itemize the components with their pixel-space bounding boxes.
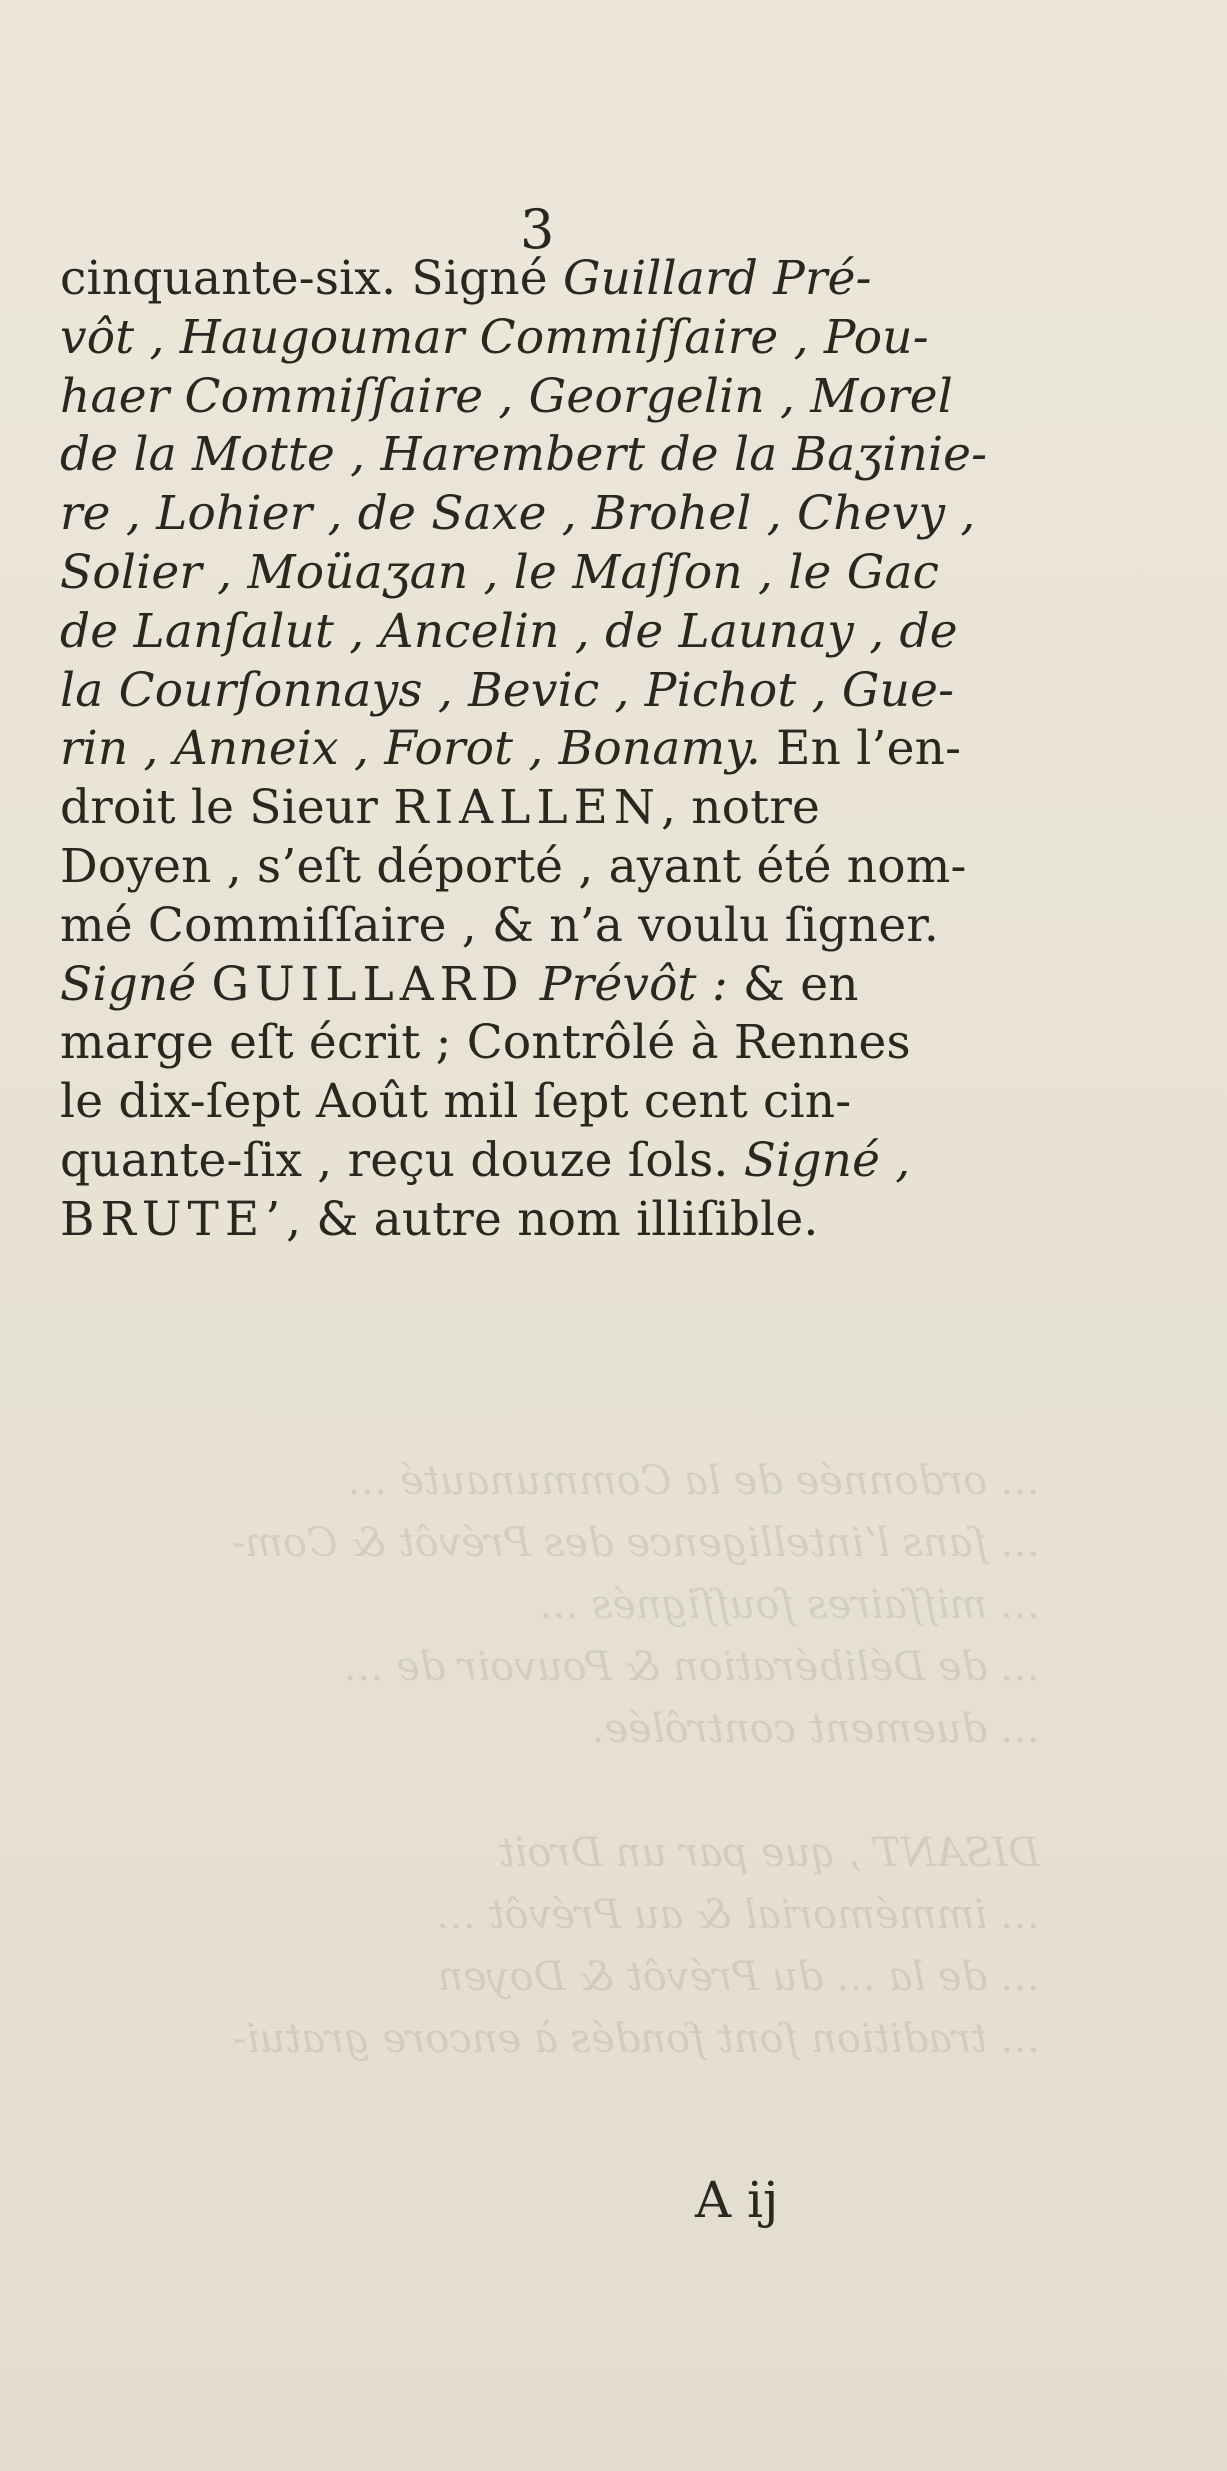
text-line <box>60 368 1020 427</box>
signature-mark: A ij <box>695 2171 779 2229</box>
text-segment: rin , Anneix , Forot , Bonamy. <box>60 721 761 777</box>
text-segment: Signé , <box>743 1132 911 1188</box>
bleed-line: … ſans l’intelligence des Prévôt & Com- <box>231 1520 1040 1566</box>
bleed-line: … de Délibération & Pouvoir de … <box>343 1644 1040 1690</box>
text-line <box>60 250 1020 309</box>
text-segment: En l’en- <box>761 721 962 777</box>
text-segment: re , Lohier , de Saxe , Brohel , Chevy , <box>60 486 976 542</box>
bleed-line: … de la … du Prévôt & Doyen <box>437 1954 1040 2000</box>
text-segment: quante-ſix , reçu douze ſols. <box>60 1132 744 1188</box>
text-line <box>60 603 1020 662</box>
bleed-line: … tradition ſont fondés à encore gratui- <box>233 2016 1040 2062</box>
text-segment: RIALLEN <box>393 780 661 836</box>
text-line <box>60 779 1020 838</box>
text-segment: Signé <box>60 956 212 1012</box>
bleed-through-text <box>40 1450 1040 2070</box>
text-line <box>60 485 1020 544</box>
text-line <box>60 1132 1020 1191</box>
bleed-line <box>40 1760 1040 1822</box>
text-segment: Guillard Pré- <box>562 251 872 306</box>
text-line <box>60 897 1020 956</box>
text-segment: Solier , Moüaʒan , le Maſſon , le Gac <box>60 544 940 600</box>
text-line <box>60 1191 1020 1250</box>
text-segment: GUILLARD <box>211 956 525 1012</box>
text-line <box>60 1014 1020 1073</box>
text-segment: Prévôt : <box>524 956 728 1012</box>
bleed-line: … miſſaires ſouſſignés … <box>538 1582 1040 1628</box>
text-line <box>60 662 1020 721</box>
text-line <box>60 426 1020 485</box>
text-line <box>60 1073 1020 1132</box>
text-segment: mé Commiſſaire , & n’a voulu ſigner. <box>60 897 940 953</box>
text-segment: de Lanſalut , Ancelin , de Launay , de <box>60 603 958 659</box>
text-segment: haer Commiſſaire , Georgelin , Morel <box>60 368 953 424</box>
text-line <box>60 544 1020 603</box>
bleed-line: DISANT , que par un Droit <box>498 1830 1040 1876</box>
text-segment: le dix-ſept Août mil ſept cent cin- <box>60 1074 852 1130</box>
bleed-line: … immémorial & au Prévôt … <box>435 1892 1040 1938</box>
text-line <box>60 720 1020 779</box>
text-segment: & en <box>727 956 859 1012</box>
page-number: 3 <box>520 198 555 261</box>
text-line <box>60 309 1020 368</box>
text-segment: droit le Sieur <box>60 780 394 836</box>
bleed-line: … ordonnée de la Communauté … <box>347 1458 1040 1504</box>
text-segment: Doyen , s’eſt déporté , ayant été nom- <box>60 838 967 894</box>
text-segment: marge eſt écrit ; Contrôlé à Rennes <box>60 1015 911 1071</box>
text-segment: de la Motte , Harembert de la Baʒinie- <box>60 427 988 483</box>
body-text <box>60 250 1020 1250</box>
text-segment: la Courſonnays , Bevic , Pichot , Gue- <box>60 662 955 718</box>
text-line <box>60 956 1020 1015</box>
bleed-line: … duement contrôlée. <box>591 1706 1040 1752</box>
text-segment: BRUTE’ <box>60 1191 287 1247</box>
text-line <box>60 838 1020 897</box>
text-segment: cinquante-six. Signé <box>60 251 563 306</box>
text-segment: , notre <box>660 780 820 836</box>
text-segment: , & autre nom illiſible. <box>286 1191 819 1247</box>
text-segment: vôt , Haugoumar Commiſſaire , Pou- <box>60 309 929 365</box>
